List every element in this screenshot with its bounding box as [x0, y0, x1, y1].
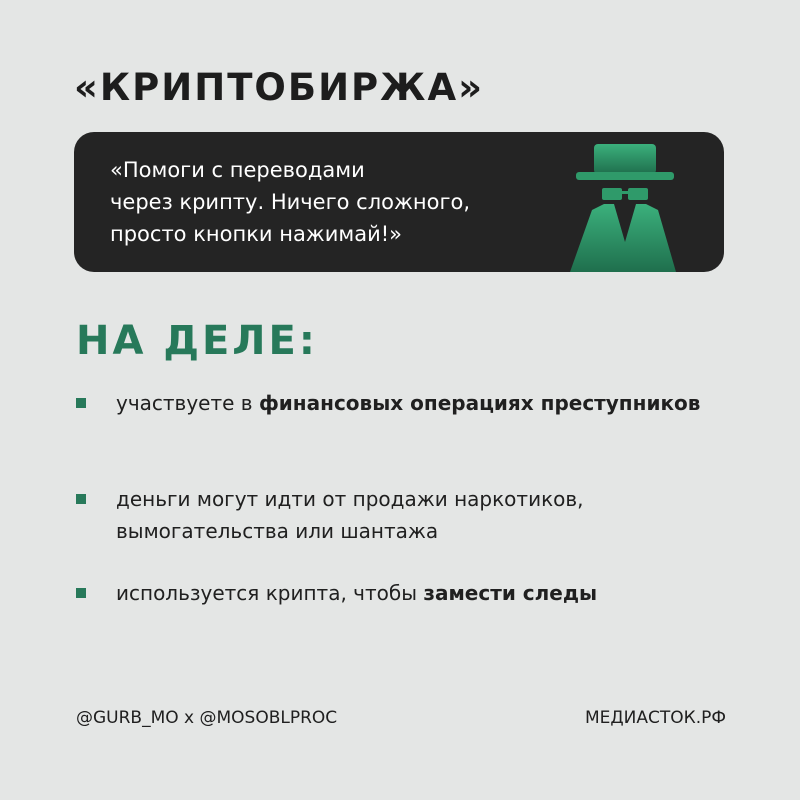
quote-line-3: просто кнопки нажимай!»	[110, 222, 403, 246]
spy-icon	[564, 142, 684, 272]
bullet-text: используется крипта, чтобы замести следы	[116, 581, 598, 605]
footer-handles: @GURB_MO x @MOSOBLPROC	[76, 708, 338, 728]
bullet-text: участвуете в финансовых операциях преступников	[116, 391, 701, 415]
quote-line-2: через крипту. Ничего сложного,	[110, 190, 471, 214]
bullet-marker	[76, 588, 86, 598]
bullet-marker	[76, 494, 86, 504]
section-title: НА ДЕЛЕ:	[76, 318, 318, 364]
page-title: «КРИПТОБИРЖА»	[74, 66, 485, 109]
footer-site: МЕДИАСТОК.РФ	[584, 708, 726, 728]
bullet-text: деньги могут идти от продажи наркотиков, вымогательства или шантажа	[116, 487, 584, 543]
quote-line-1: «Помоги с переводами	[110, 158, 365, 182]
quote-text	[110, 154, 580, 250]
quote-card	[74, 132, 724, 272]
bullet-marker	[76, 398, 86, 408]
